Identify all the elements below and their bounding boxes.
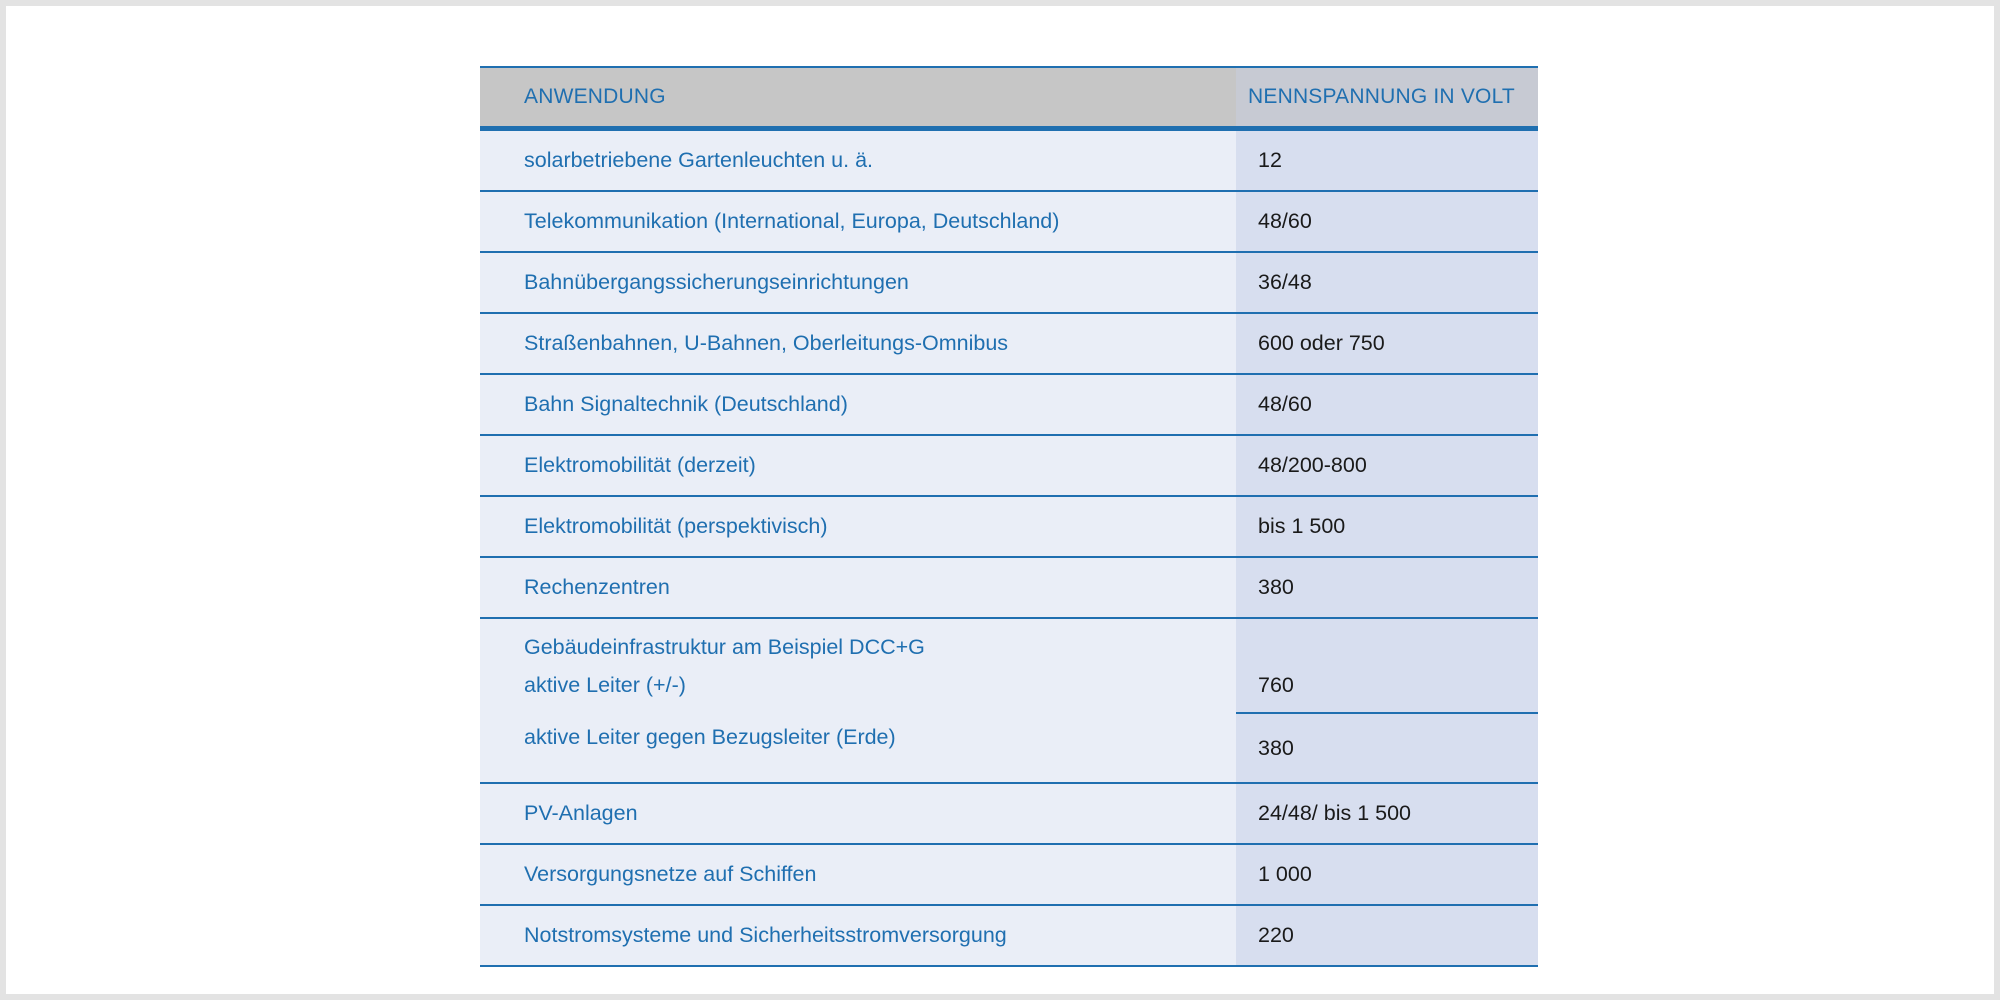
header-voltage: NENNSPANNUNG IN VOLT	[1236, 67, 1538, 129]
application-cell: Elektromobilität (derzeit)	[480, 435, 1236, 496]
table-row	[480, 374, 1538, 435]
application-cell: Notstromsysteme und Sicherheitsstromversorgung	[480, 905, 1236, 966]
table-row	[480, 844, 1538, 905]
application-cell: Bahn Signaltechnik (Deutschland)	[480, 374, 1236, 435]
table-row	[480, 313, 1538, 374]
voltage-cell: 24/48/ bis 1 500	[1236, 783, 1538, 844]
voltage-cell: bis 1 500	[1236, 496, 1538, 557]
voltage-cell: 36/48	[1236, 252, 1538, 313]
table-row	[480, 905, 1538, 966]
application-cell: Elektromobilität (perspektivisch)	[480, 496, 1236, 557]
application-cell: PV-Anlagen	[480, 783, 1236, 844]
voltage-table-container	[480, 66, 1538, 967]
table-row	[480, 435, 1538, 496]
voltage-cell: 48/200-800	[1236, 435, 1538, 496]
voltage-cell: 600 oder 750	[1236, 313, 1538, 374]
voltage-cell: 220	[1236, 905, 1538, 966]
voltage-cell-reference-conductor: 380	[1236, 713, 1538, 783]
table-row	[480, 557, 1538, 618]
application-cell: solarbetriebene Gartenleuchten u. ä.	[480, 129, 1236, 192]
voltage-cell-active-conductors: 760	[1236, 618, 1538, 713]
table-row	[480, 496, 1538, 557]
voltage-cell: 12	[1236, 129, 1538, 192]
application-cell: Telekommunikation (International, Europa, Deutschland)	[480, 191, 1236, 252]
voltage-cell: 48/60	[1236, 374, 1538, 435]
application-cell: Versorgungsnetze auf Schiffen	[480, 844, 1236, 905]
voltage-cell: 1 000	[1236, 844, 1538, 905]
application-cell: Bahnübergangssicherungseinrichtungen	[480, 252, 1236, 313]
voltage-cell: 48/60	[1236, 191, 1538, 252]
table-row	[480, 129, 1538, 192]
voltage-table	[480, 66, 1538, 967]
table-row	[480, 783, 1538, 844]
application-cell: Straßenbahnen, U-Bahnen, Oberleitungs-Omnibus	[480, 313, 1236, 374]
table-header-row	[480, 67, 1538, 129]
voltage-cell: 380	[1236, 557, 1538, 618]
building-sub-active-conductors: aktive Leiter (+/-)	[524, 673, 686, 697]
table-row-building-infrastructure	[480, 618, 1538, 713]
table-row	[480, 191, 1538, 252]
table-row-building-reference	[480, 713, 1538, 783]
building-heading: Gebäudeinfrastruktur am Beispiel DCC+G	[524, 635, 925, 659]
building-sub-reference-conductor: aktive Leiter gegen Bezugsleiter (Erde)	[480, 713, 1236, 783]
table-row	[480, 252, 1538, 313]
application-cell-building	[480, 618, 1236, 713]
header-application: ANWENDUNG	[480, 67, 1236, 129]
application-cell: Rechenzentren	[480, 557, 1236, 618]
